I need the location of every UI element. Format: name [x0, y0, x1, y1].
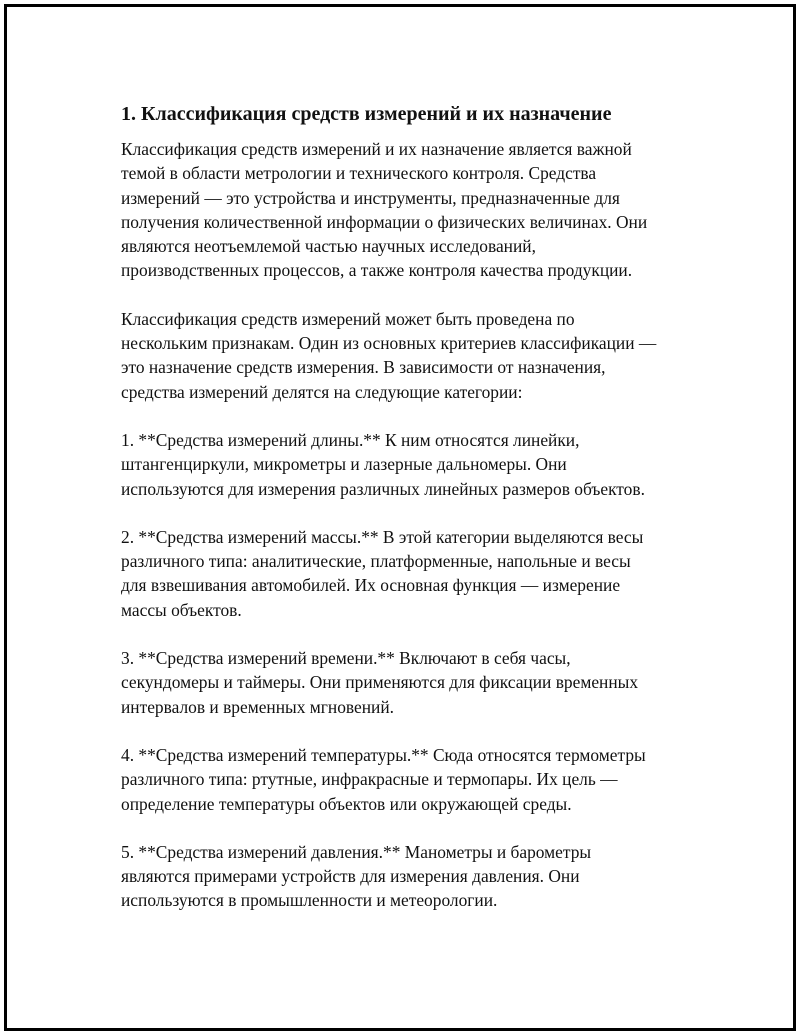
- list-item-mass: 2. **Средства измерений массы.** В этой категории выделяются весы различного типа: аналитические, платформенные, напольные и весы для взвешивания автомобилей. Их основная функция — измерение массы объектов.: [121, 526, 644, 620]
- list-item-length: 1. **Средства измерений длины.** К ним относятся линейки, штангенциркули, микрометры и лазерные дальномеры. Они используются для измерения различных линейных размеров объектов.: [121, 429, 645, 499]
- list-item-temperature: 4. **Средства измерений температуры.** Сюда относятся термометры различного типа: ртутные, инфракрасные и термопары. Их цель — определение температуры объектов или окружающей среды.: [121, 744, 646, 814]
- paragraph-classification: Классификация средств измерений может быть проведена по нескольким признакам. Один из основных критериев классификации — это назначение средств измерения. В зависимости от назначения, средства измерений делятся на следующие категории:: [121, 308, 657, 402]
- list-item-time: 3. **Средства измерений времени.** Включают в себя часы, секундомеры и таймеры. Они применяются для фиксации временных интервалов и временных мгновений.: [121, 648, 639, 717]
- paragraph-intro: Классификация средств измерений и их назначение является важной темой в области метрологии и технического контроля. Средства измерений — это устройства и инструменты, предназначенные для получения количественной информации о физических величинах. Они являются неотъемлемой частью научных исследований, производственных процессов, а также контроля качества продукции.: [121, 139, 648, 281]
- section-heading: 1. Классификация средств измерений и их назначение: [121, 103, 612, 125]
- list-item-pressure: 5. **Средства измерений давления.** Манометры и барометры являются примерами устройств для измерения давления. Они используются в промышленности и метеорологии.: [121, 841, 592, 911]
- document-body: [121, 102, 701, 937]
- page-frame: [4, 4, 796, 1031]
